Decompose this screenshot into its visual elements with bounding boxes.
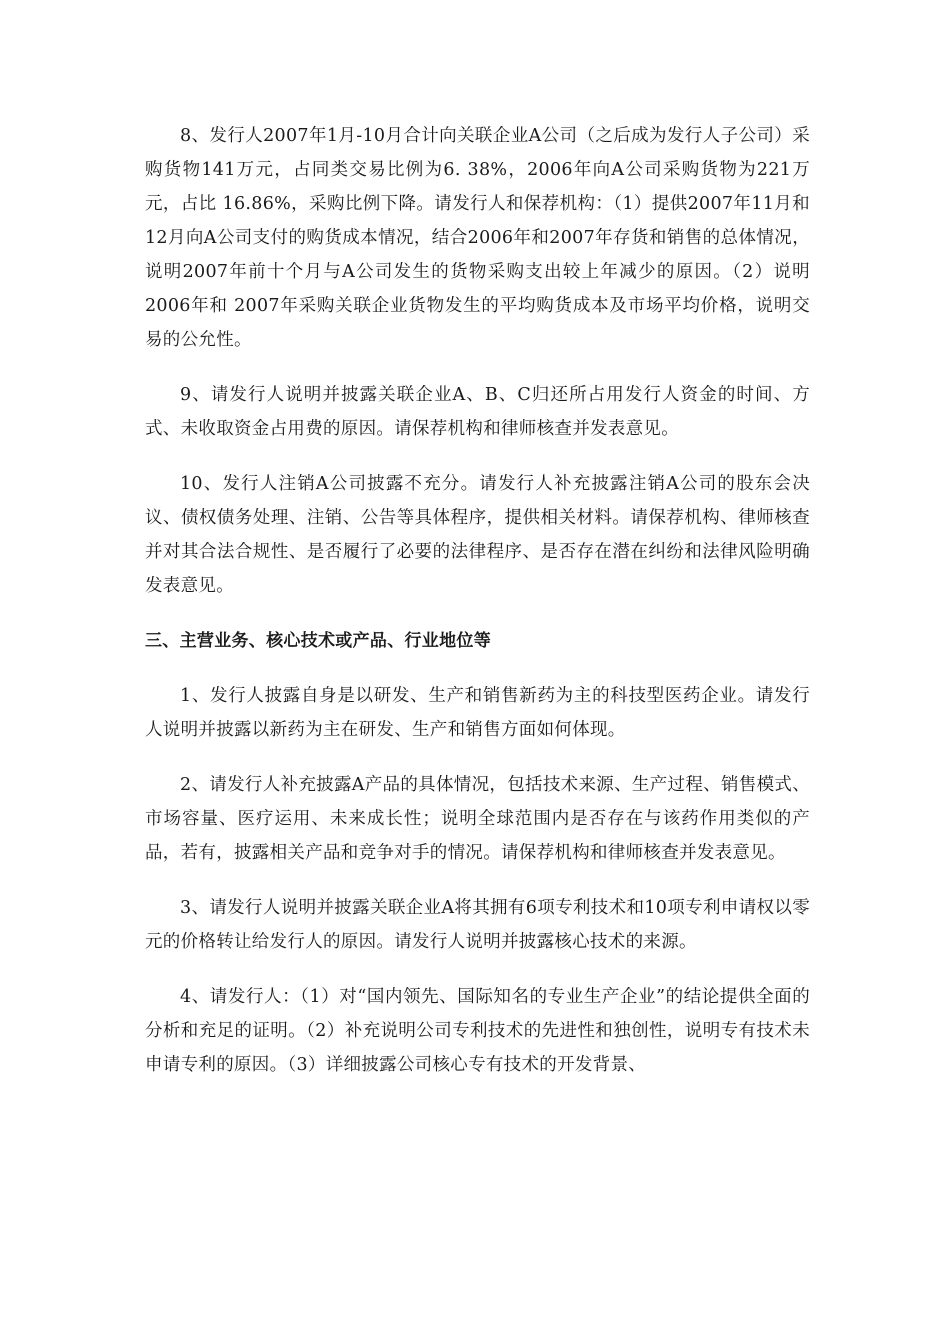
document-body — [145, 119, 810, 1103]
paragraph-item-9: 9、请发行人说明并披露关联企业A、B、C归还所占用发行人资金的时间、方式、未收取资金占用费的原因。请保荐机构和律师核查并发表意见。 — [145, 385, 810, 439]
section-heading: 三、主营业务、核心技术或产品、行业地位等 — [145, 631, 491, 651]
paragraph-item-1: 1、发行人披露自身是以研发、生产和销售新药为主的科技型医药企业。请发行人说明并披露以新药为主在研发、生产和销售方面如何体现。 — [145, 686, 810, 740]
paragraph-item-8: 8、发行人2007年1月-10月合计向关联企业A公司（之后成为发行人子公司）采购货物141万元，占同类交易比例为6. 38%，2006年向A公司采购货物为221万元，占比 16.86%，采购比例下降。请发行人和保荐机构：（1）提供2007年11月和12月向A公司支付的购货成本情况，结合2006年和2007年存货和销售的总体情况，说明2007年前十个月与A公司发生的货物采购支出较上年减少的原因。（2）说明 2006年和 2007年采购关联企业货物发生的平均购货成本及市场平均价格，说明交易的公允性。 — [145, 126, 810, 350]
paragraph-item-4: 4、请发行人：（1）对“国内领先、国际知名的专业生产企业”的结论提供全面的分析和充足的证明。（2）补充说明公司专利技术的先进性和独创性，说明专有技术未申请专利的原因。（3）详细披露公司核心专有技术的开发背景、 — [145, 987, 810, 1075]
paragraph-item-10: 10、发行人注销A公司披露不充分。请发行人补充披露注销A公司的股东会决议、债权债务处理、注销、公告等具体程序，提供相关材料。请保荐机构、律师核查并对其合法合规性、是否履行了必要的法律程序、是否存在潜在纠纷和法律风险明确发表意见。 — [145, 474, 810, 596]
paragraph-item-2: 2、请发行人补充披露A产品的具体情况，包括技术来源、生产过程、销售模式、市场容量、医疗运用、未来成长性；说明全球范围内是否存在与该药作用类似的产品，若有，披露相关产品和竞争对手的情况。请保荐机构和律师核查并发表意见。 — [145, 775, 810, 863]
paragraph-item-3: 3、请发行人说明并披露关联企业A将其拥有6项专利技术和10项专利申请权以零元的价格转让给发行人的原因。请发行人说明并披露核心技术的来源。 — [145, 898, 810, 952]
